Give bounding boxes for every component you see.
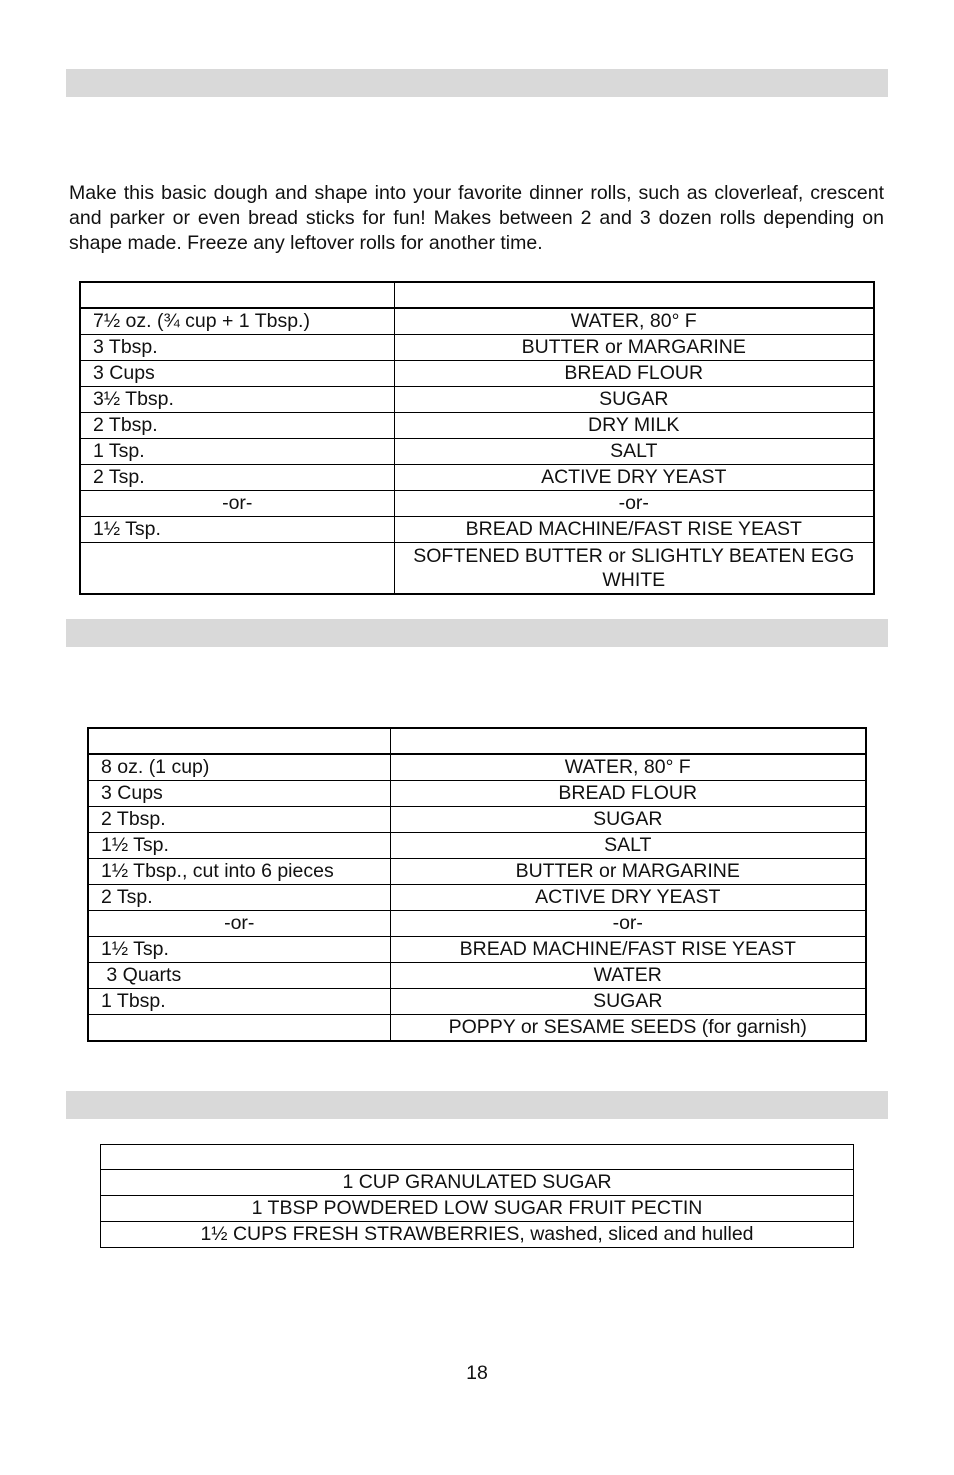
- amount-cell: 2 Tbsp.: [88, 807, 390, 833]
- table-row: [88, 989, 866, 1015]
- ingredient-cell: SUGAR: [390, 989, 866, 1015]
- amount-cell: 1 Tbsp.: [88, 989, 390, 1015]
- table-row: [88, 963, 866, 989]
- amount-cell: [80, 543, 394, 595]
- table-row: [80, 308, 874, 335]
- ingredient-cell: POPPY or SESAME SEEDS (for garnish): [390, 1015, 866, 1042]
- section-header-bar-2: [66, 619, 888, 647]
- amount-cell: 1½ Tsp.: [88, 937, 390, 963]
- table-header-row: [88, 728, 866, 754]
- ingredients-table-3: [100, 1144, 854, 1248]
- amount-cell: 3 Quarts: [88, 963, 390, 989]
- section-header-bar-1: [66, 69, 888, 97]
- ingredient-cell: BREAD MACHINE/FAST RISE YEAST: [390, 937, 866, 963]
- ingredient-cell: WATER, 80° F: [394, 308, 874, 335]
- ingredients-table-1: [79, 281, 875, 595]
- table-row: [88, 1015, 866, 1042]
- table-row: [88, 781, 866, 807]
- amount-cell: [88, 1015, 390, 1042]
- ingredient-cell: WATER: [390, 963, 866, 989]
- table-row: [88, 754, 866, 781]
- amount-cell: 2 Tbsp.: [80, 413, 394, 439]
- amount-cell: 3 Cups: [80, 361, 394, 387]
- amount-cell: 7½ oz. (¾ cup + 1 Tbsp.): [80, 308, 394, 335]
- table-row: [80, 335, 874, 361]
- ingredient-cell: SALT: [390, 833, 866, 859]
- ingredient-cell: -or-: [394, 491, 874, 517]
- table-row: [88, 937, 866, 963]
- table-row: [88, 911, 866, 937]
- ingredient-cell: ACTIVE DRY YEAST: [390, 885, 866, 911]
- ingredients-table-2: [87, 727, 867, 1042]
- amount-cell: 1½ Tbsp., cut into 6 pieces: [88, 859, 390, 885]
- table-row: [80, 439, 874, 465]
- table-row: [88, 859, 866, 885]
- table-row: [101, 1196, 854, 1222]
- section-header-bar-3: [66, 1091, 888, 1119]
- amount-cell: 1½ Tsp.: [80, 517, 394, 543]
- ingredient-cell: -or-: [390, 911, 866, 937]
- table-row: [80, 413, 874, 439]
- amount-cell: 1½ Tsp.: [88, 833, 390, 859]
- table-row: [88, 833, 866, 859]
- table-row: [101, 1222, 854, 1248]
- amount-cell: 2 Tsp.: [88, 885, 390, 911]
- ingredient-cell: SALT: [394, 439, 874, 465]
- table-row: [80, 361, 874, 387]
- table-row: [88, 885, 866, 911]
- table-row: [80, 517, 874, 543]
- table-header-row: [80, 282, 874, 308]
- table-row: [80, 543, 874, 595]
- ingredient-cell: SUGAR: [394, 387, 874, 413]
- amount-cell: 3 Tbsp.: [80, 335, 394, 361]
- ingredient-cell: BREAD FLOUR: [394, 361, 874, 387]
- ingredient-cell: 1 TBSP POWDERED LOW SUGAR FRUIT PECTIN: [101, 1196, 854, 1222]
- ingredient-cell: SUGAR: [390, 807, 866, 833]
- ingredient-cell: 1 CUP GRANULATED SUGAR: [101, 1170, 854, 1196]
- amount-cell: 3 Cups: [88, 781, 390, 807]
- ingredient-cell: BREAD MACHINE/FAST RISE YEAST: [394, 517, 874, 543]
- ingredient-cell: DRY MILK: [394, 413, 874, 439]
- amount-cell: 1 Tsp.: [80, 439, 394, 465]
- table-row: [80, 465, 874, 491]
- ingredient-cell: BUTTER or MARGARINE: [394, 335, 874, 361]
- table-row: [80, 387, 874, 413]
- amount-cell: 2 Tsp.: [80, 465, 394, 491]
- amount-cell: 8 oz. (1 cup): [88, 754, 390, 781]
- table-header-row: [101, 1145, 854, 1170]
- amount-cell: -or-: [80, 491, 394, 517]
- ingredient-cell: 1½ CUPS FRESH STRAWBERRIES, washed, sliced and hulled: [101, 1222, 854, 1248]
- amount-cell: 3½ Tbsp.: [80, 387, 394, 413]
- ingredient-cell: ACTIVE DRY YEAST: [394, 465, 874, 491]
- table-row: [80, 491, 874, 517]
- page-number: 18: [466, 1362, 488, 1384]
- ingredient-cell: BUTTER or MARGARINE: [390, 859, 866, 885]
- table-row: [101, 1170, 854, 1196]
- table-row: [88, 807, 866, 833]
- ingredient-cell: SOFTENED BUTTER or SLIGHTLY BEATEN EGG WHITE: [394, 543, 874, 595]
- amount-cell: -or-: [88, 911, 390, 937]
- intro-paragraph: Make this basic dough and shape into your favorite dinner rolls, such as cloverleaf, crescent and parker or even bread sticks for fun! Makes between 2 and 3 dozen rolls depending on shape made. Freeze any leftover rolls for another time.: [69, 182, 884, 254]
- ingredient-cell: BREAD FLOUR: [390, 781, 866, 807]
- ingredient-cell: WATER, 80° F: [390, 754, 866, 781]
